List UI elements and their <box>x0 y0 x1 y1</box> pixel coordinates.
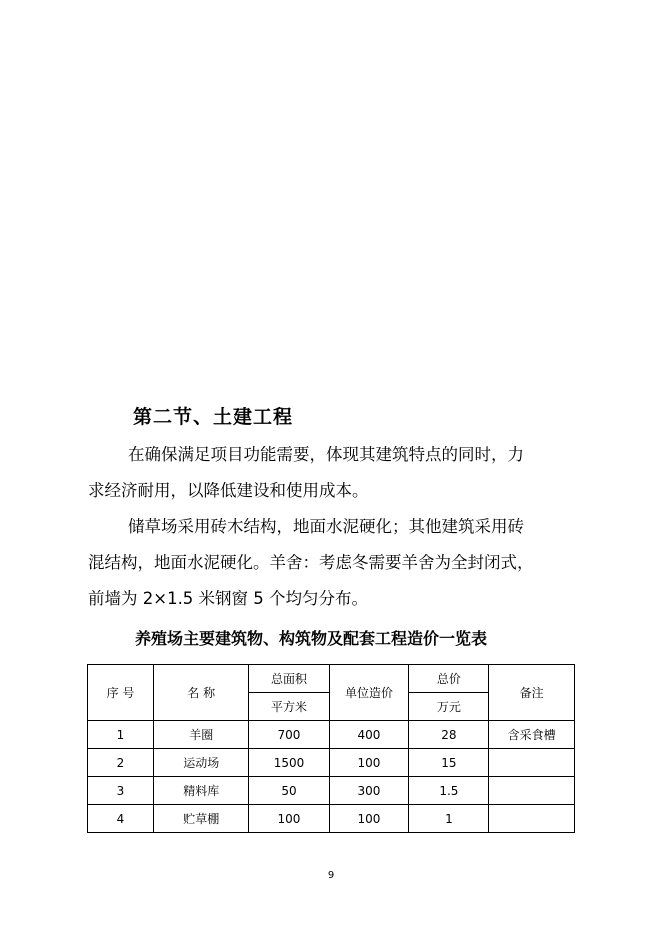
row-unit-price: 100 <box>329 749 409 777</box>
page-number: 9 <box>327 870 335 881</box>
row-unit-price: 100 <box>329 805 409 833</box>
cost-table <box>87 664 575 833</box>
row-name: 精料库 <box>154 777 249 805</box>
row-total: 1.5 <box>409 777 489 805</box>
row-area: 700 <box>249 721 329 749</box>
row-area: 1500 <box>249 749 329 777</box>
header-name: 名 称 <box>154 665 249 721</box>
row-note <box>489 805 575 833</box>
paragraph-1-line-2: 求经济耐用，以降低建设和使用成本。 <box>88 481 369 500</box>
header-area: 总面积 <box>249 665 329 693</box>
row-total: 28 <box>409 721 489 749</box>
paragraph-2 <box>88 509 578 617</box>
table-row <box>88 749 575 777</box>
row-unit-price: 400 <box>329 721 409 749</box>
header-area-unit: 平方米 <box>249 693 329 721</box>
header-note: 备注 <box>489 665 575 721</box>
row-note: 含采食槽 <box>489 721 575 749</box>
row-note <box>489 777 575 805</box>
row-name: 贮草棚 <box>154 805 249 833</box>
paragraph-2-line-1: 储草场采用砖木结构，地面水泥硬化；其他建筑采用砖 <box>128 517 524 536</box>
row-total: 1 <box>409 805 489 833</box>
paragraph-2-line-3: 前墙为 2×1.5 米钢窗 5 个均匀分布。 <box>88 589 369 608</box>
row-seq: 4 <box>88 805 154 833</box>
table-title: 养殖场主要建筑物、构筑物及配套工程造价一览表 <box>135 629 488 648</box>
row-note <box>489 749 575 777</box>
row-seq: 2 <box>88 749 154 777</box>
section-heading: 第二节、土建工程 <box>133 406 294 428</box>
table-row <box>88 721 575 749</box>
table-row <box>88 777 575 805</box>
row-area: 100 <box>249 805 329 833</box>
header-total: 总价 <box>409 665 489 693</box>
paragraph-2-line-2: 混结构，地面水泥硬化。羊舍：考虑冬需要羊舍为全封闭式， <box>88 553 534 572</box>
row-seq: 1 <box>88 721 154 749</box>
row-seq: 3 <box>88 777 154 805</box>
header-seq: 序 号 <box>88 665 154 721</box>
table-header-row <box>88 665 575 693</box>
header-unit-price: 单位造价 <box>329 665 409 721</box>
row-area: 50 <box>249 777 329 805</box>
row-name: 羊圈 <box>154 721 249 749</box>
row-name: 运动场 <box>154 749 249 777</box>
header-total-unit: 万元 <box>409 693 489 721</box>
row-unit-price: 300 <box>329 777 409 805</box>
paragraph-1-line-1: 在确保满足项目功能需要，体现其建筑特点的同时，力 <box>128 445 524 464</box>
row-total: 15 <box>409 749 489 777</box>
table-row <box>88 805 575 833</box>
paragraph-1 <box>88 437 578 509</box>
